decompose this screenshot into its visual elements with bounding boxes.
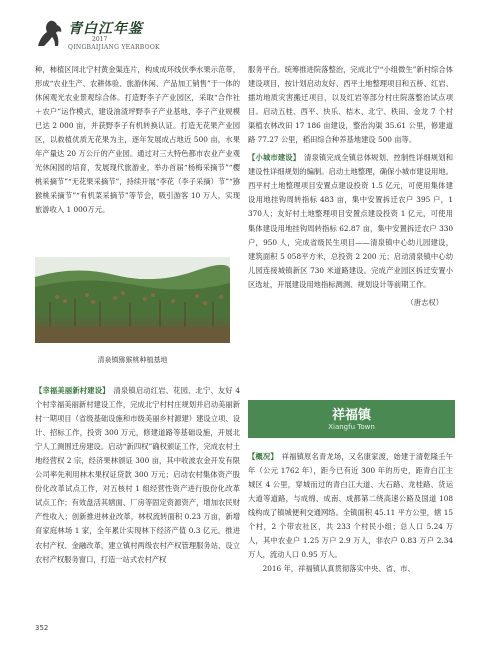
yearbook-header bbox=[34, 16, 184, 56]
left-paragraph-1: 种，柿植区同北宁村黄金渠连片，构成成环线伏季水果示范带，形成“农业生产、农耕体验、旅游休闲、产品加工销售”于一体的休闲观光农业景观综合体。打造野李子产业园区，采取“合作社＋农户”运作模式，建设油渣坪野李子产业基地，李子产业规模已达 2 000 亩，并获野李子有机转换认证。打造无花果产业园区，以救植优质无花果为主，逐年发展成占地近 500 亩，水果年产量达 20 万公斤的产业园。通过对三大特色都市农业产业观光休闲园的培育，发展现代旅游业，举办首届“杨梅采摘节”“樱桃采摘节”“无花果采摘节”，持续开展“李花（李子采摘）节”“猕猴桃采摘节”“有机菜采摘节”等节会，吸引游客 10 万人，实现旅游收入 1 000万元。 bbox=[35, 65, 240, 215]
right-last-paragraph: 2016 年，祥福镇认真贯彻落实中央、省、市、 bbox=[262, 564, 415, 574]
left-column-bottom bbox=[35, 384, 240, 567]
right-column-top bbox=[248, 63, 453, 310]
right-column-bottom bbox=[248, 450, 453, 576]
section-title: 【小城市建设】 bbox=[248, 153, 297, 163]
town-name-cn: 祥福镇 bbox=[331, 408, 371, 423]
orchard-illustration bbox=[35, 257, 230, 343]
yearbook-title: 青白江年鉴 bbox=[68, 21, 143, 37]
yearbook-subtitle: QINGBAIJIANG YEARBOOK bbox=[68, 44, 160, 51]
horse-logo-icon bbox=[34, 16, 68, 50]
section-body: 祥福镇原名青龙场，又名康家渡，始建于清乾隆壬午年（公元 1762 年），距今已有近 300 年的历史，距青白江主城区 4 公里，穿城而过的青白江大道、大石路、龙桂路、货运大道等道路，与成绵、成南、成都第二绕高速公路及国道 108 线构成了镇城便利交通网络。全镇面积 45.11 平方公里，辖 15 个村，2 个带农社区，共 233 个村民小组；总人口 5.24 万人，其中农业户 1.25 万户 2.9 万人，非农户 0.83 万户 2.34 万人，流动人口 0.95 万人。 bbox=[248, 452, 454, 560]
yearbook-year: 2017 bbox=[92, 36, 108, 43]
section-small-city bbox=[248, 151, 453, 291]
kiwi-orchard-photo bbox=[35, 257, 230, 343]
page-number: 352 bbox=[35, 624, 49, 632]
section-body: 清泉镇启动红岩、花园、北宁、友好 4 个村幸福美丽新村建设工作，完成北宁村村庄规划并启动美丽新村一期项目（省级基础设施和市级美丽乡村源建）建设立项、设计、招标工作，投资 300 万元，修建道路等基础设施，开展北宁人工测围迁房建设。启动“新四权”确权颁证工作，完成农村土地经营权 2 宗，经济果林颁证 300 亩，其中收波农金开发有限公司率先利用林木果权证贷款 300 万元；启动农村集体资产股份化改革试点工作，对五核村 1 组经营性资产进行股份化改革试点工作；有效盘活其辖面、厂房等固定资源资产，增加农民财产性收入；创新推进林业改革，林权流转面积 0.23 万亩，新增育家庭林场 1 家，全年累计实现林下经济产值 0.3 亿元。推进农村产权、金融改革，建立镇村两级农村产权管理服务站，设立农村产权服务窗口，打造一站式农村产权 bbox=[35, 386, 240, 564]
section-title: 【概况】 bbox=[248, 452, 275, 461]
town-banner bbox=[248, 400, 455, 438]
section-body: 清泉镇完成全镇总体规划、控制性详细规划和建设性详细规划的编制。启动土地整理，确保小城市建设用地。西平村土地整理项目安置点建设投资 1.5 亿元，可使用集体建设用地挂钩周转指标 483 亩，集中安置拆迁农户 395 户，1 370人；友好村土地整理项目安置点建设投资 1 亿元，可使用集体建设用地挂钩周转指标 62.87 亩，集中安置拆迁农户 330 户，950 人，完成省级民生项目——清泉镇中心幼儿园建设，建筑面积 5 058平方米，总投资 2 200 元；启动清泉镇中心幼儿园连接城镇新区 730 米道路建设。完成产业园区拆迁安置小区选址，开展建设用地指标测测、规划设计等前期工作。 bbox=[248, 153, 454, 289]
section-new-village bbox=[35, 384, 240, 567]
town-name-en: Xiangfu Town bbox=[328, 423, 375, 431]
author-signature: （唐志权） bbox=[406, 297, 443, 307]
left-column-top bbox=[35, 63, 240, 218]
right-paragraph-1: 服务平台。统筹推进院落整治，完成北宁“小组微生”新村综合体建设项目，按计划启动友好、西平土地整理项目和五桥、红岩、擂坊地质灾害搬迁项目，以及红岩等部分村庄院落整治试点项目。启动五桂、西平、快乐、桔木、北宁、秩田、金龙 7 个村渠植农林改田 17 186 亩建设，整治沟渠 35.61 公里，修建道路 77.27 公里，稻田综合种养基地建设 500 亩等。 bbox=[248, 65, 453, 145]
section-overview bbox=[248, 450, 453, 562]
photo-caption: 清泉镇猕猴桃种植基地 bbox=[97, 356, 168, 364]
section-title: 【幸福美丽新村建设】 bbox=[35, 386, 106, 395]
